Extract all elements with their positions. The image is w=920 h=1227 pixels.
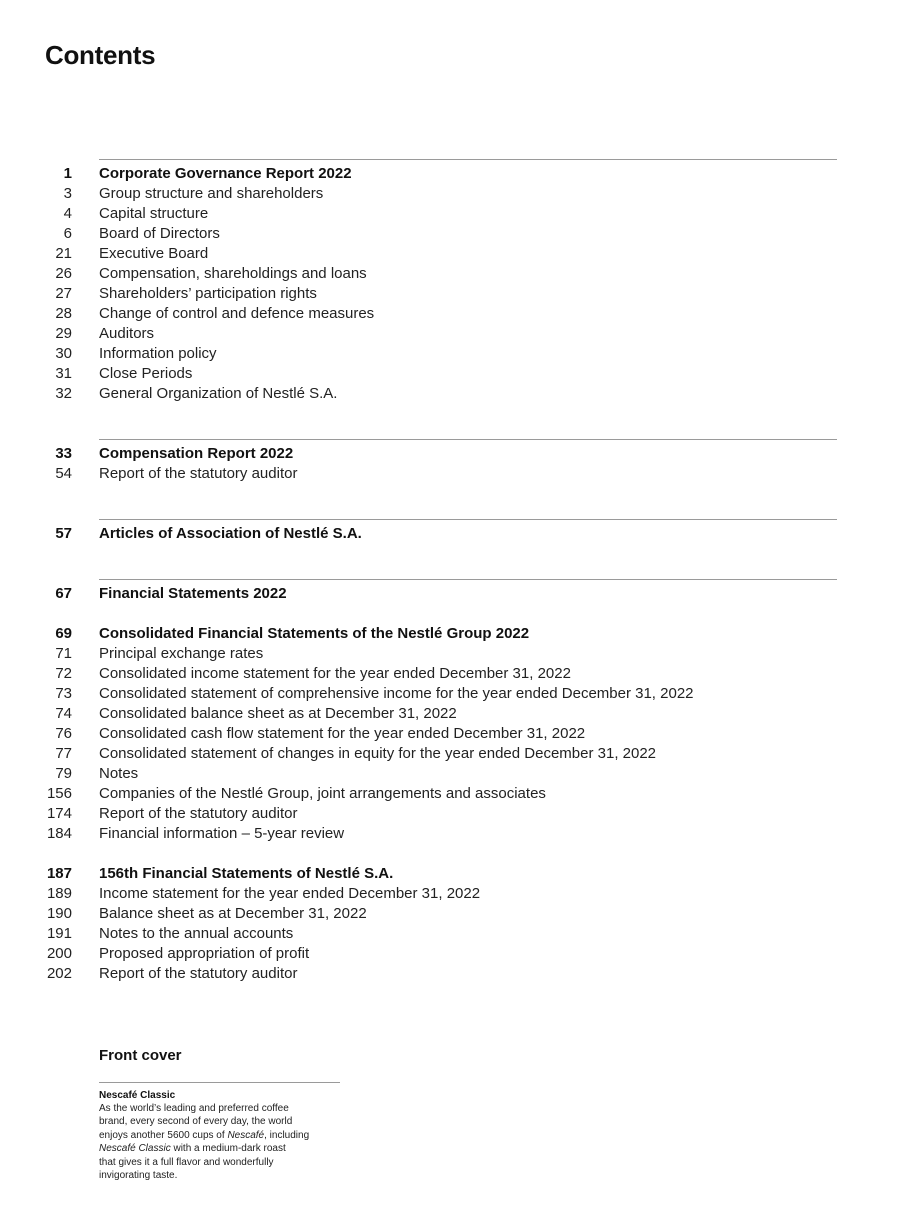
entry-label: Shareholders’ participation rights [99,285,317,302]
page-number: 21 [55,245,72,262]
toc-entry[interactable] [0,264,920,284]
toc-entry[interactable] [0,204,920,224]
entry-label: Consolidated statement of comprehensive income for the year ended December 31, 2022 [99,685,694,702]
entry-label: Financial Statements 2022 [99,585,287,602]
entry-label: Executive Board [99,245,209,262]
toc-entry[interactable] [0,924,920,944]
toc-heading-entry[interactable] [0,524,920,544]
toc-entry[interactable] [0,664,920,684]
page-number: 28 [55,305,72,322]
entry-label: Change of control and defence measures [99,305,375,322]
page-number: 57 [55,525,72,542]
brand-name-italic: Nescafé [227,1129,265,1141]
page-number: 76 [55,725,72,742]
section-divider [99,579,837,580]
toc-entry[interactable] [0,744,920,764]
entry-label: Consolidated income statement for the year ended December 31, 2022 [99,665,571,682]
page-number: 32 [55,385,72,402]
page-number: 191 [46,925,72,942]
page-number: 74 [55,705,72,722]
section-divider [99,519,837,520]
toc-heading-entry[interactable] [0,444,920,464]
toc-heading-entry[interactable] [0,624,920,644]
page-number: 54 [55,465,72,482]
description-line [99,1102,349,1115]
entry-label: Report of the statutory auditor [99,465,298,482]
page-number: 79 [55,765,72,782]
page-number: 156 [46,785,72,802]
page-number: 72 [55,665,72,682]
toc-entry[interactable] [0,904,920,924]
description-text: brand, every second of every day, the world [99,1116,293,1128]
page-number: 29 [55,325,72,342]
page-number: 31 [55,365,72,382]
entry-label: Notes [99,765,139,782]
entry-label: Close Periods [99,365,193,382]
description-line [99,1142,349,1155]
toc-heading-entry[interactable] [0,864,920,884]
toc-heading-entry[interactable] [0,164,920,184]
page-number: 184 [46,825,72,842]
toc-entry[interactable] [0,684,920,704]
entry-label: Consolidated Financial Statements of the Nestlé Group 2022 [99,625,530,642]
toc-entry[interactable] [0,224,920,244]
entry-label: General Organization of Nestlé S.A. [99,385,338,402]
page-number: 3 [63,185,72,202]
page-number: 33 [55,445,72,462]
entry-label: Notes to the annual accounts [99,925,294,942]
entry-label: Report of the statutory auditor [99,965,298,982]
description-line [99,1115,349,1128]
toc-entry[interactable] [0,184,920,204]
description-text: As the world’s leading and preferred coffee [99,1103,289,1114]
entry-label: Articles of Association of Nestlé S.A. [99,525,362,542]
entry-label: Consolidated cash flow statement for the year ended December 31, 2022 [99,725,586,742]
entry-label: Income statement for the year ended December 31, 2022 [99,885,481,902]
description-line [99,1129,349,1142]
page-title: Contents [45,40,156,70]
entry-label: Group structure and shareholders [99,185,324,202]
entry-label: Capital structure [99,205,209,222]
page-number: 26 [55,265,72,282]
page-number: 4 [63,205,72,222]
toc-entry[interactable] [0,244,920,264]
toc-entry[interactable] [0,464,920,484]
page-number: 6 [63,225,72,242]
description-line [99,1169,349,1182]
toc-entry[interactable] [0,324,920,344]
page-number: 200 [46,945,72,962]
toc-entry[interactable] [0,824,920,844]
page-number: 71 [55,645,72,662]
front-cover-product-name: Nescafé Classic [99,1090,176,1101]
toc-entry[interactable] [0,364,920,384]
page-number: 69 [55,625,72,642]
toc-entry[interactable] [0,804,920,824]
entry-label: Companies of the Nestlé Group, joint arrangements and associates [99,785,546,802]
toc-entry[interactable] [0,704,920,724]
description-line [99,1156,349,1169]
page-number: 1 [63,165,72,182]
entry-label: Compensation Report 2022 [99,445,294,462]
brand-name-italic: Nescafé Classic [99,1143,171,1155]
description-text: , including [264,1129,310,1141]
entry-label: Proposed appropriation of profit [99,945,310,962]
description-text: that gives it a full flavor and wonderfully [99,1156,274,1168]
page-number: 67 [55,585,72,602]
toc-heading-entry[interactable] [0,584,920,604]
entry-label: Corporate Governance Report 2022 [99,165,352,182]
page-number: 77 [55,745,72,762]
entry-label: Consolidated statement of changes in equity for the year ended December 31, 2022 [99,745,657,762]
toc-entry[interactable] [0,944,920,964]
toc-entry[interactable] [0,964,920,984]
page-number: 27 [55,285,72,302]
entry-label: Financial information – 5-year review [99,825,345,842]
entry-label: Balance sheet as at December 31, 2022 [99,905,367,922]
page-number: 73 [55,685,72,702]
toc-entry[interactable] [0,884,920,904]
toc-entry[interactable] [0,724,920,744]
description-text: enjoys another 5600 cups of [99,1129,228,1141]
toc-entry[interactable] [0,344,920,364]
page-number: 174 [46,805,72,822]
toc-entry[interactable] [0,284,920,304]
page-number: 202 [46,965,72,982]
entry-label: Report of the statutory auditor [99,805,298,822]
toc-entry[interactable] [0,764,920,784]
page-number: 30 [55,345,72,362]
entry-label: Principal exchange rates [99,645,264,662]
description-text: with a medium-dark roast [170,1143,286,1155]
entry-label: Board of Directors [99,225,220,242]
description-text: invigorating taste. [99,1170,178,1182]
entry-label: Consolidated balance sheet as at December 31, 2022 [99,705,457,722]
front-cover-divider [99,1082,340,1083]
toc-entry[interactable] [0,304,920,324]
entry-label: Auditors [99,325,155,342]
toc-entry[interactable] [0,784,920,804]
front-cover-description [99,1102,349,1182]
page-number: 187 [46,865,72,882]
toc-entry[interactable] [0,644,920,664]
entry-label: Information policy [99,345,217,362]
entry-label: 156th Financial Statements of Nestlé S.A. [99,865,394,882]
front-cover-heading: Front cover [99,1047,182,1064]
section-divider [99,159,837,160]
page-number: 190 [46,905,72,922]
entry-label: Compensation, shareholdings and loans [99,265,367,282]
page-number: 189 [46,885,72,902]
section-divider [99,439,837,440]
toc-entry[interactable] [0,384,920,404]
